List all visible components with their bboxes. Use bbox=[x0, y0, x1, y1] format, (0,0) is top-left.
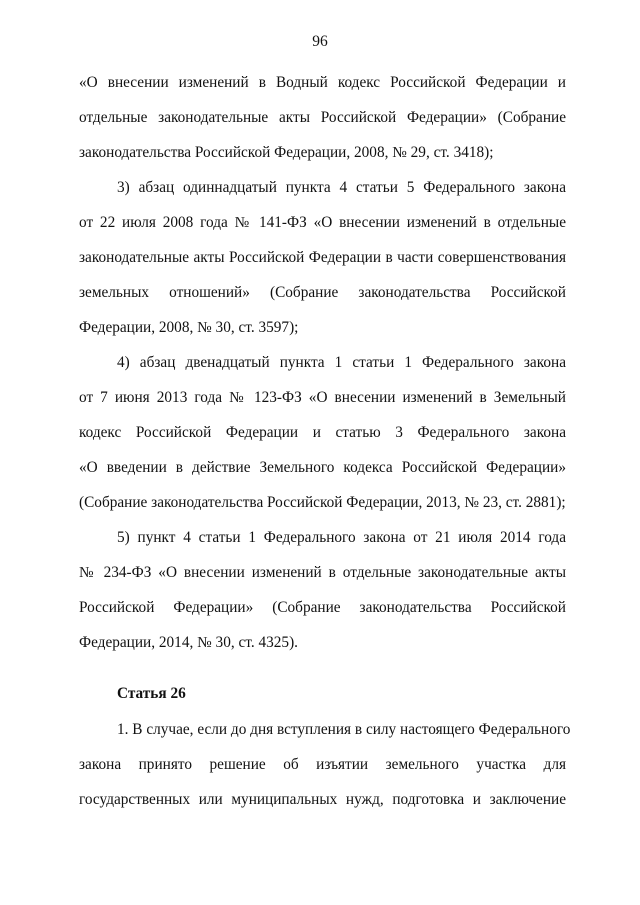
text-line: законодательные акты Российской Федерации в части совершенствования bbox=[79, 249, 566, 266]
article-heading: Статья 26 bbox=[117, 685, 186, 702]
text-line: отдельные законодательные акты Российской Федерации» (Собрание bbox=[79, 109, 566, 126]
text-line: «О введении в действие Земельного кодекса Российской Федерации» bbox=[79, 459, 566, 476]
text-line: 1. В случае, если до дня вступления в силу настоящего Федерального bbox=[117, 721, 571, 738]
text-line: 3) абзац одиннадцатый пункта 4 статьи 5 Федерального закона bbox=[117, 179, 566, 196]
text-line: Федерации, 2014, № 30, ст. 4325). bbox=[79, 634, 298, 651]
text-line: Федерации, 2008, № 30, ст. 3597); bbox=[79, 319, 299, 336]
text-line: Российской Федерации» (Собрание законодательства Российской bbox=[79, 599, 566, 616]
text-line: 4) абзац двенадцатый пункта 1 статьи 1 Федерального закона bbox=[117, 354, 566, 371]
text-line: № 234-ФЗ «О внесении изменений в отдельные законодательные акты bbox=[79, 564, 566, 581]
text-line: земельных отношений» (Собрание законодательства Российской bbox=[79, 284, 566, 301]
text-line: государственных или муниципальных нужд, подготовка и заключение bbox=[79, 791, 566, 808]
text-line: 5) пункт 4 статьи 1 Федерального закона от 21 июля 2014 года bbox=[117, 529, 566, 546]
page-number: 96 bbox=[312, 33, 328, 50]
text-line: от 22 июля 2008 года № 141-ФЗ «О внесении изменений в отдельные bbox=[79, 214, 566, 231]
text-line: «О внесении изменений в Водный кодекс Российской Федерации и bbox=[79, 74, 566, 91]
text-line: от 7 июня 2013 года № 123-ФЗ «О внесении изменений в Земельный bbox=[79, 389, 566, 406]
text-line: кодекс Российской Федерации и статью 3 Федерального закона bbox=[79, 424, 566, 441]
text-line: законодательства Российской Федерации, 2008, № 29, ст. 3418); bbox=[79, 144, 494, 161]
text-line: закона принято решение об изъятии земельного участка для bbox=[79, 756, 566, 773]
text-line: (Собрание законодательства Российской Федерации, 2013, № 23, ст. 2881); bbox=[79, 494, 566, 511]
